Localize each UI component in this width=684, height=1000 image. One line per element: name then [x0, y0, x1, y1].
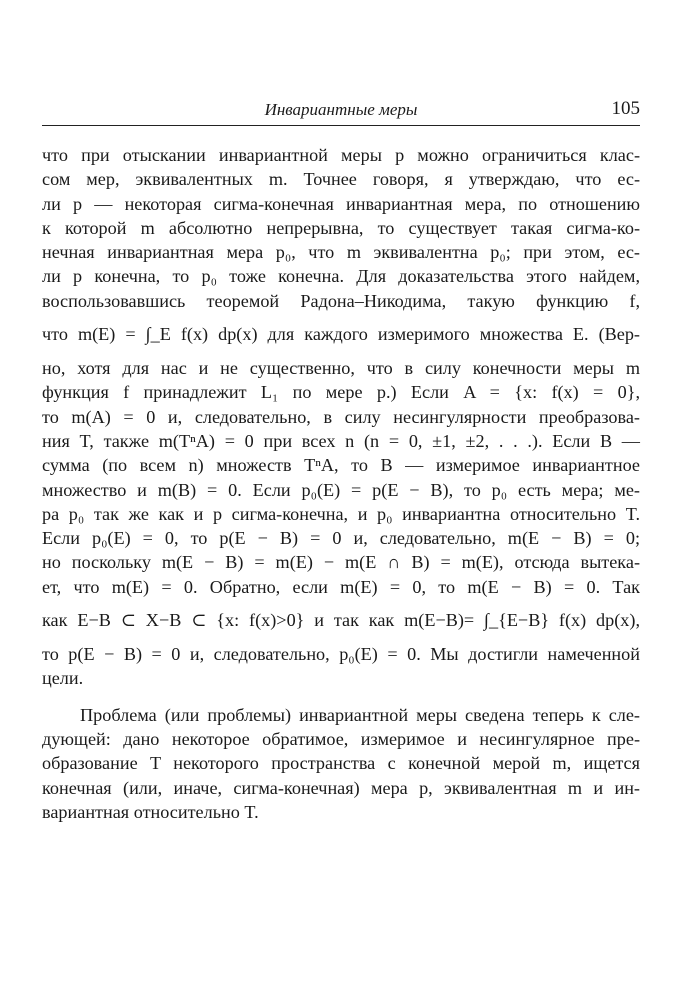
text-line: образование T некоторого пространства с конечной мерой m, ищется: [42, 753, 640, 774]
text-line: ли p конечна, то p₀ тоже конечна. Для доказательства этого найдем,: [42, 266, 640, 287]
text-line: то m(A) = 0 и, следовательно, в силу несингулярности преобразова-: [42, 406, 640, 427]
text-line: но, хотя для нас и не существенно, что в силу конечности меры m: [42, 358, 640, 379]
header-rule: [42, 125, 640, 126]
text-line: множество и m(B) = 0. Если p₀(E) = p(E − B), то p₀ есть мера; ме-: [42, 479, 640, 500]
text-line-integral: что m(E) = ∫_E f(x) dp(x) для каждого измеримого множества E. (Вер-: [42, 324, 640, 345]
text-line: ет, что m(E) = 0. Обратно, если m(E) = 0, то m(E − B) = 0. Так: [42, 576, 640, 597]
text-line: что при отыскании инвариантной меры p можно ограничиться клас-: [42, 145, 640, 165]
text-line: сумма (по всем n) множеств TⁿA, то B — измеримое инвариантное: [42, 455, 640, 476]
text-line-integral: как E−B ⊂ X−B ⊂ {x: f(x)>0} и так как m(E−B)= ∫_{E−B} f(x) dp(x),: [42, 610, 640, 631]
text-line: ли p — некоторая сигма-конечная инвариантная мера, по отношению: [42, 193, 640, 214]
text-line: нечная инвариантная мера p₀, что m эквивалентна p₀; при этом, ес-: [42, 242, 640, 263]
text-line: конечная (или, иначе, сигма-конечная) мера p, эквивалентная m и ин-: [42, 777, 640, 798]
text-line: ра p₀ так же как и p сигма-конечна, и p₀ инвариантна относительно T.: [42, 503, 640, 524]
page-number: 105: [611, 98, 640, 119]
text-line: вариантная относительно T.: [42, 801, 259, 822]
text-line: функция f принадлежит L₁ по мере p.) Если A = {x: f(x) = 0},: [42, 382, 640, 403]
text-line: к которой m абсолютно непрерывна, то существует такая сигма-ко-: [42, 217, 640, 238]
text-line: сом мер, эквивалентных m. Точнее говоря, я утверждаю, что ес-: [42, 169, 640, 190]
text-line: то p(E − B) = 0 и, следовательно, p₀(E) = 0. Мы достигли намеченной: [42, 644, 640, 665]
text-line: но поскольку m(E − B) = m(E) − m(E ∩ B) = m(E), отсюда вытека-: [42, 552, 640, 573]
text-line: дующей: дано некоторое обратимое, измеримое и несингулярное пре-: [42, 728, 640, 749]
text-line: Проблема (или проблемы) инвариантной меры сведена теперь к сле-: [80, 704, 640, 725]
text-body: [42, 143, 640, 824]
text-line: ния T, также m(TⁿA) = 0 при всех n (n = 0, ±1, ±2, . . .). Если B —: [42, 430, 640, 451]
text-line: воспользовавшись теоремой Радона–Никодима, такую функцию f,: [42, 290, 640, 311]
running-header: [42, 92, 640, 126]
text-line: Если p₀(E) = 0, то p(E − B) = 0 и, следовательно, m(E − B) = 0;: [42, 528, 640, 549]
running-title: Инвариантные меры: [264, 100, 418, 119]
text-line: цели.: [42, 668, 84, 689]
